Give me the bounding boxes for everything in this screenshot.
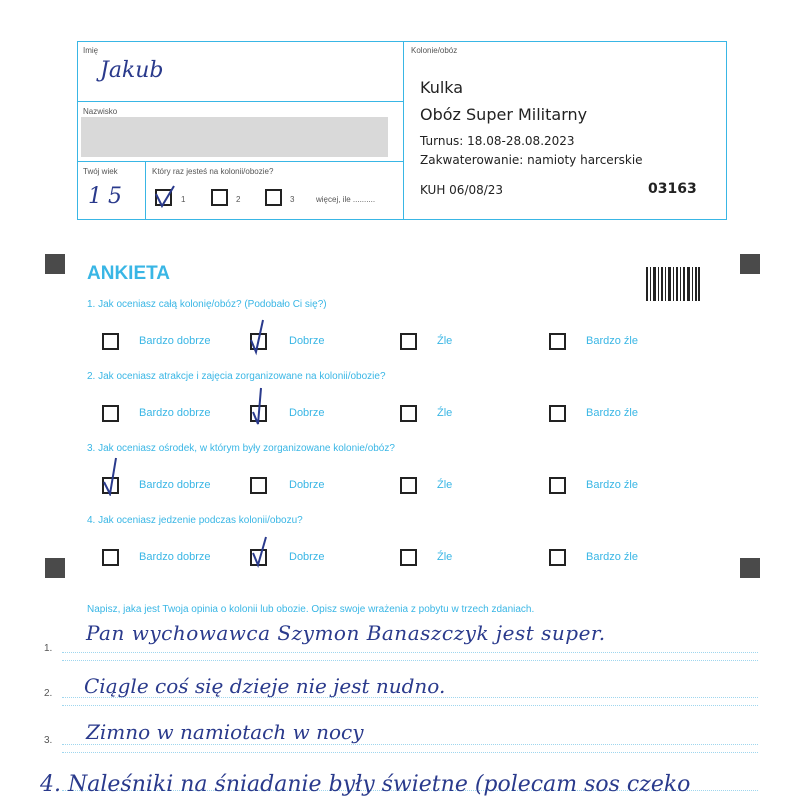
q1-checkbox-bardzo-dobrze[interactable]: [102, 333, 119, 350]
times-more-label: więcej, ile ..........: [316, 195, 376, 204]
redacted-last-name: [81, 117, 388, 157]
answer-2: Ciągle coś się dzieje nie jest nudno.: [84, 674, 446, 698]
option-label: Bardzo źle: [586, 335, 638, 347]
option-label: Źle: [437, 479, 453, 491]
registration-marker: [45, 558, 65, 578]
option-label: Bardzo źle: [586, 479, 638, 491]
option-label: Bardzo dobrze: [139, 551, 211, 563]
camp-label: Kolonie/obóz: [411, 46, 458, 55]
line-number: 3.: [44, 735, 53, 746]
option-label: Bardzo źle: [586, 551, 638, 563]
turnus: Turnus: 18.08-28.08.2023: [420, 134, 575, 148]
check-mark-icon: [250, 535, 272, 575]
option-label: Bardzo dobrze: [139, 479, 211, 491]
question-1: 1. Jak oceniasz całą kolonię/obóz? (Podobało Ci się?): [87, 299, 327, 310]
q2-checkbox-bardzo-zle[interactable]: [549, 405, 566, 422]
option-label: Źle: [437, 407, 453, 419]
registration-marker: [740, 254, 760, 274]
q4-checkbox-zle[interactable]: [400, 549, 417, 566]
last-name-label: Nazwisko: [83, 107, 118, 116]
divider: [403, 41, 404, 220]
first-name-value: Jakub: [100, 58, 164, 83]
registration-marker: [45, 254, 65, 274]
registration-marker: [740, 558, 760, 578]
camp-code: KUH 06/08/23: [420, 183, 504, 197]
times-checkbox-2[interactable]: [211, 189, 228, 206]
q3-checkbox-bardzo-zle[interactable]: [549, 477, 566, 494]
option-label: Bardzo dobrze: [139, 407, 211, 419]
option-label: Źle: [437, 551, 453, 563]
answer-line: [62, 652, 758, 653]
age-label: Twój wiek: [83, 167, 118, 176]
option-label: Źle: [437, 335, 453, 347]
q1-checkbox-zle[interactable]: [400, 333, 417, 350]
line-number: 1.: [44, 643, 53, 654]
question-2: 2. Jak oceniasz atrakcje i zajęcia zorganizowane na kolonii/obozie?: [87, 371, 386, 382]
form-number: 03163: [648, 181, 697, 197]
question-3: 3. Jak oceniasz ośrodek, w którym były zorganizowane kolonie/obóz?: [87, 443, 395, 454]
answer-line: [62, 705, 758, 706]
answer-4: 4. Naleśniki na śniadanie były świetne (polecam sos czeko: [40, 772, 691, 797]
option-label: Dobrze: [289, 551, 325, 563]
barcode-icon: [646, 267, 700, 301]
question-4: 4. Jak oceniasz jedzenie podczas kolonii/obozu?: [87, 515, 303, 526]
answer-line: [62, 660, 758, 661]
camp-name-line1: Kulka: [420, 78, 464, 97]
check-mark-icon: [101, 456, 123, 496]
check-mark-icon: [249, 386, 271, 426]
answer-3: Zimno w namiotach w nocy: [86, 720, 364, 744]
age-value: 15: [88, 184, 128, 209]
q2-checkbox-zle[interactable]: [400, 405, 417, 422]
line-number: 2.: [44, 688, 53, 699]
times-option-1: 1: [181, 195, 186, 204]
option-label: Bardzo dobrze: [139, 335, 211, 347]
q4-checkbox-bardzo-dobrze[interactable]: [102, 549, 119, 566]
divider: [77, 101, 403, 102]
q4-checkbox-bardzo-zle[interactable]: [549, 549, 566, 566]
lodging: Zakwaterowanie: namioty harcerskie: [420, 153, 643, 167]
q2-checkbox-bardzo-dobrze[interactable]: [102, 405, 119, 422]
answer-line: [62, 752, 758, 753]
option-label: Dobrze: [289, 407, 325, 419]
check-mark-icon: [153, 184, 177, 210]
option-label: Dobrze: [289, 479, 325, 491]
answer-1: Pan wychowawca Szymon Banaszczyk jest super.: [86, 621, 606, 645]
survey-title: ANKIETA: [87, 263, 171, 284]
times-label: Który raz jesteś na kolonii/obozie?: [152, 167, 274, 176]
times-option-2: 2: [236, 195, 241, 204]
q3-checkbox-zle[interactable]: [400, 477, 417, 494]
answer-line: [62, 744, 758, 745]
q3-checkbox-dobrze[interactable]: [250, 477, 267, 494]
times-option-3: 3: [290, 195, 295, 204]
q1-checkbox-bardzo-zle[interactable]: [549, 333, 566, 350]
option-label: Dobrze: [289, 335, 325, 347]
camp-name-line2: Obóz Super Militarny: [420, 105, 588, 124]
opinion-prompt: Napisz, jaka jest Twoja opinia o kolonii lub obozie. Opisz swoje wrażenia z pobytu w trzech zdaniach.: [87, 604, 535, 615]
option-label: Bardzo źle: [586, 407, 638, 419]
divider: [145, 161, 146, 220]
first-name-label: Imię: [83, 46, 99, 55]
divider: [77, 161, 403, 162]
check-mark-icon: [248, 316, 270, 356]
times-checkbox-3[interactable]: [265, 189, 282, 206]
